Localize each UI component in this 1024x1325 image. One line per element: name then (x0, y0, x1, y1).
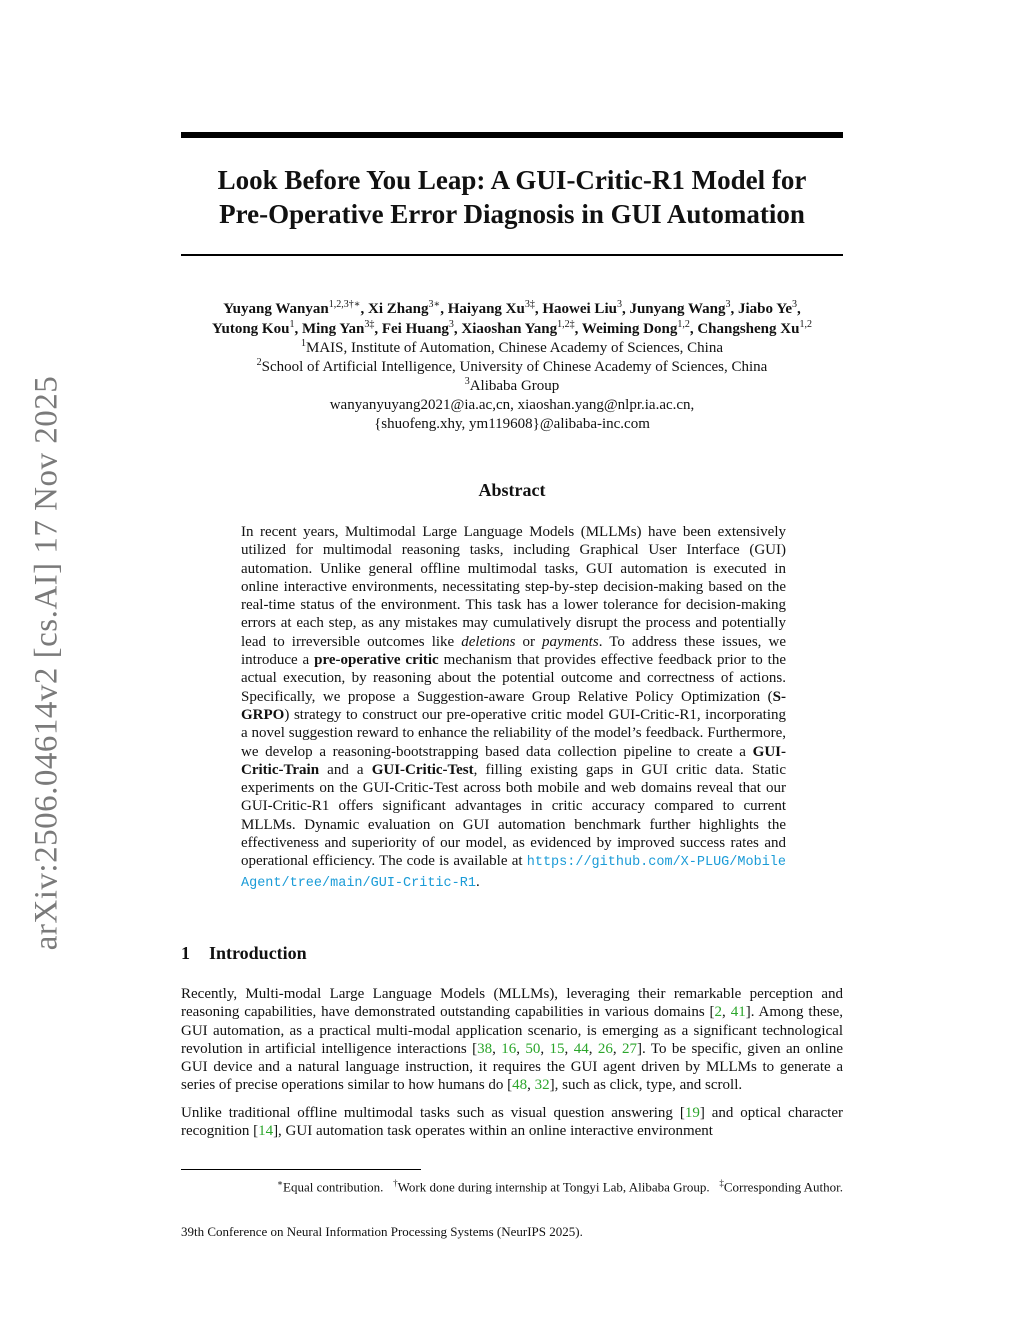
introduction-body (181, 985, 843, 1149)
author-affiliation-mark: 3‡ (364, 319, 375, 330)
title-bottom-rule (181, 254, 843, 256)
footnote-text: Equal contribution. (283, 1179, 384, 1195)
affiliation: $^1$MAIS, Institute of Automation, Chinese Academy of Sciences, China (300, 338, 724, 356)
author-name: Junyang Wang (629, 301, 726, 317)
citation-link[interactable]: 14 (258, 1123, 274, 1140)
footnote-rule (181, 1169, 421, 1170)
section-heading (181, 943, 307, 964)
footnote-text: Corresponding Author. (723, 1179, 843, 1195)
section-number: 1 (181, 943, 190, 963)
bold-term: GUI-Critic-Train (241, 743, 786, 778)
bold-term: GUI-Critic-Test (371, 761, 474, 778)
author-name: Changsheng Xu (697, 321, 800, 337)
author-name: Ming Yan (301, 321, 365, 337)
citation-link[interactable]: 38 (477, 1040, 493, 1057)
author-list: Yutong Kou$^1$, Ming Yan$^{3\ddagger}$, Fei Huang$^3$, Xiaoshan Yang$^{1,2\ddagger}$, Weiming Dong$^{1,2}$, Changsheng Xu$^{1,2}$ (212, 319, 812, 337)
author-block (140, 299, 884, 434)
bold-term: pre-operative critic (314, 652, 439, 669)
paragraph: Recently, Multi-modal Large Language Models (MLLMs), leveraging their remarkable perception and reasoning capabilities, have demonstrated outstanding capabilities in various domains [2, 41]. Among these, GUI automation, as a practical multi-modal application scenario, is emerging as a significant technological revolution in artificial intelligence interactions [38, 16, 50, 15, 44, 26, 27]. To be specific, given an online GUI device and a natural language instruction, it requires the GUI agent driven by MLLMs to generate a series of precise operations similar to how humans do [48, 32], such as click, type, and scroll. (181, 986, 844, 1094)
author-affiliation-mark: 1,2‡ (557, 319, 575, 330)
author-affiliation-mark: 3‡ (524, 299, 535, 310)
author-name: Haowei Liu (542, 301, 617, 317)
arxiv-identifier: arXiv:2506.04614v2 [cs.AI] 17 Nov 2025 (28, 375, 65, 951)
author-affiliation-mark: 1,2 (677, 319, 690, 330)
email-line: {shuofeng.xhy, ym119608}@alibaba-inc.com (374, 416, 650, 432)
author-affiliation-mark: 1,2,3†∗ (328, 299, 361, 310)
author-affiliation-mark: 3∗ (428, 299, 441, 310)
title-line: Look Before You Leap: A GUI-Critic-R1 Model for (217, 165, 807, 195)
paper-title (181, 163, 843, 231)
affiliation: $^3$Alibaba Group (464, 376, 560, 394)
citation-link[interactable]: 32 (534, 1077, 550, 1094)
author-name: Fei Huang (381, 321, 449, 337)
citation-link[interactable]: 44 (573, 1040, 589, 1057)
citation-link[interactable]: 15 (549, 1040, 565, 1057)
author-name: Xi Zhang (368, 301, 429, 317)
citation-link[interactable]: 50 (525, 1040, 541, 1057)
emphasis: deletions (461, 633, 516, 650)
footnote-text: Work done during internship at Tongyi Lab, Alibaba Group. (397, 1179, 710, 1195)
author-affiliation-mark: 1 (289, 319, 295, 330)
email-line: wanyanyuyang2021@ia.ac,cn, xiaoshan.yang@nlpr.ia.ac.cn, (329, 397, 695, 413)
code-url-link[interactable]: https://github.com/X-PLUG/MobileAgent/tree/main/GUI-Critic-R1 (241, 855, 786, 891)
citation-link[interactable]: 27 (622, 1040, 638, 1057)
footnote-mark: ‡ (719, 1178, 724, 1188)
author-affiliation-mark: 1,2 (799, 319, 812, 330)
author-name: Haiyang Xu (447, 301, 525, 317)
footnote-mark: † (393, 1178, 398, 1188)
author-name: Weiming Dong (581, 321, 678, 337)
author-affiliation-mark: 3 (725, 299, 731, 310)
author-affiliation-mark: 3 (616, 299, 622, 310)
author-list: Yuyang Wanyan$^{1,2,3\dagger∗}$, Xi Zhang$^{3∗}$, Haiyang $Xu^{3\ddagger}$, Haowei Liu$^3$, Junyang Wang$^3$, Jiabo Ye$^3$, (223, 299, 801, 317)
author-name: Yuyang Wanyan (223, 301, 329, 317)
title-top-rule (181, 132, 843, 138)
affiliation: $^2$School of Artificial Intelligence, University of Chinese Academy of Sciences, China (256, 357, 768, 375)
citation-link[interactable]: 41 (730, 1004, 746, 1021)
citation-link[interactable]: 2 (714, 1004, 723, 1021)
author-affiliation-mark: 3 (448, 319, 454, 330)
author-name: Yutong Kou (212, 321, 290, 337)
abstract-body: In recent years, Multimodal Large Language Models (MLLMs) have been extensively utilized for multimodal reasoning tasks, including Graphical User Interface (GUI) automation. Unlike general offline multimodal tasks, GUI automation is executed in online interactive environments, necessitating step-by-step decision-making based on the real-time status of the environment. This task has a lower tolerance for decision-making errors at each step, as any mistakes may cumulatively disrupt the process and potentially lead to irreversible outcomes like deletions or payments. To address these issues, we introduce a pre-operative critic mechanism that provides effective feedback prior to the actual execution, by reasoning about the potential outcome and correctness of actions. Specifically, we propose a Suggestion-aware Group Relative Policy Optimization (S-GRPO) strategy to construct our pre-operative critic model GUI-Critic-R1, incorporating a novel suggestion reward to enhance the reliability of the model’s feedback. Furthermore, we develop a reasoning-bootstrapping based data collection pipeline to create a GUI-Critic-Train and a GUI-Critic-Test, filling existing gaps in GUI critic data. Static experiments on the GUI-Critic-Test across both mobile and web domains reveal that our GUI-Critic-R1 offers significant advantages in critic accuracy compared to current MLLMs. Dynamic evaluation on GUI automation benchmark further highlights the effectiveness and superiority of our model, as evidenced by improved success rates and operational efficiency. The code is available at https://github.com/X-PLUG/MobileAgent/tree/main/GUI-Critic-R1. (241, 524, 786, 891)
citation-link[interactable]: 16 (501, 1040, 517, 1057)
citation-link[interactable]: 48 (512, 1077, 528, 1094)
citation-link[interactable]: 19 (684, 1104, 700, 1121)
title-line: Pre-Operative Error Diagnosis in GUI Automation (219, 199, 805, 229)
section-title: Introduction (209, 943, 307, 963)
emphasis: payments (542, 633, 599, 650)
author-affiliation-mark: 3 (792, 299, 798, 310)
footnotes (181, 1175, 843, 1195)
author-name: Xiaoshan Yang (461, 321, 558, 337)
footnote-mark: ∗ (276, 1178, 284, 1188)
author-name: Jiabo Ye (737, 301, 793, 317)
abstract-heading: Abstract (478, 480, 546, 500)
bold-term: S-GRPO (241, 688, 786, 723)
citation-link[interactable]: 26 (597, 1040, 613, 1057)
paragraph: Unlike traditional offline multimodal tasks such as visual question answering [19] and optical character recognition [14], GUI automation task operates within an online interactive environment (181, 1104, 843, 1140)
venue-note: 39th Conference on Neural Information Processing Systems (NeurIPS 2025). (181, 1224, 583, 1239)
